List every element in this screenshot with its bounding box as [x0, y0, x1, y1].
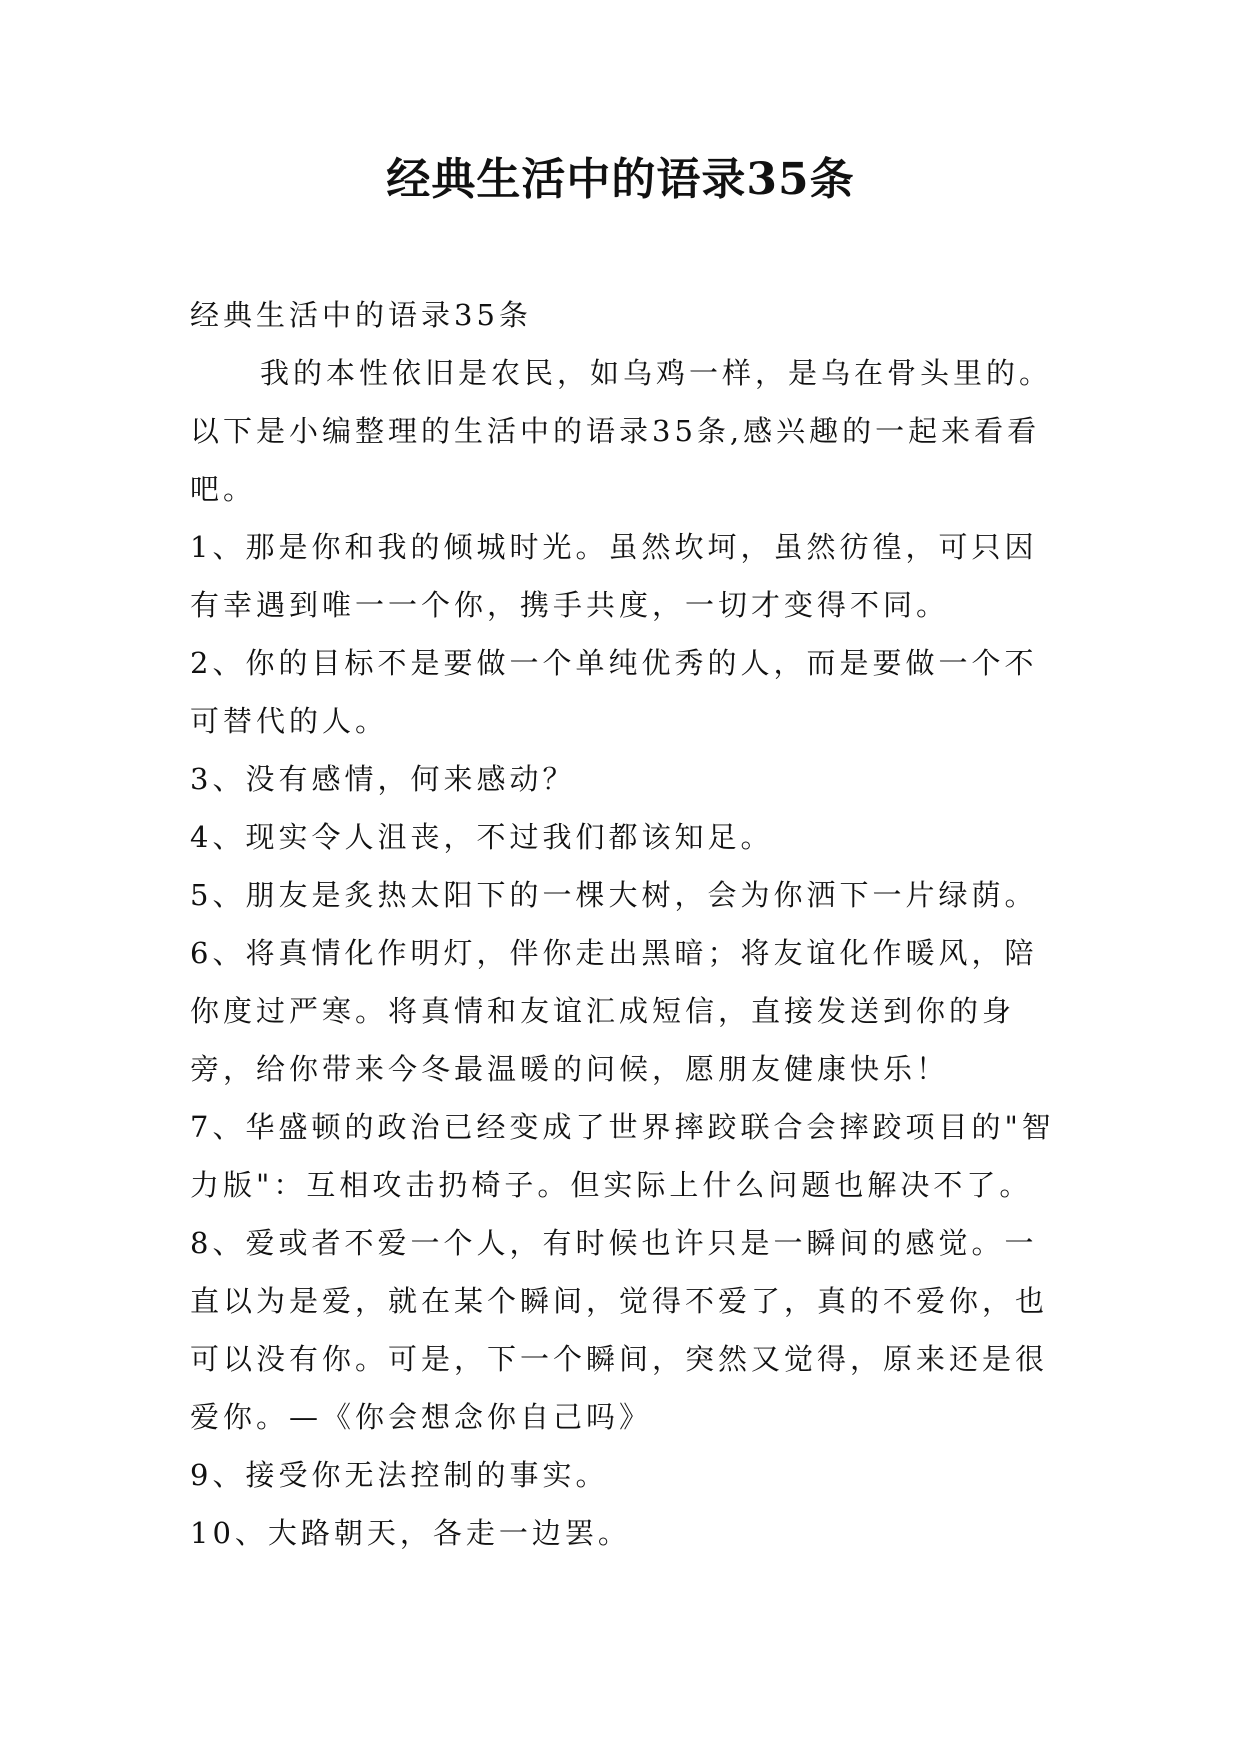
- quote-item-5: 5、朋友是炙热太阳下的一棵大树，会为你洒下一片绿荫。: [190, 878, 1038, 912]
- quote-item-2: 2、你的目标不是要做一个单纯优秀的人，而是要做一个不可替代的人。: [190, 646, 1038, 738]
- intro-paragraph: 我的本性依旧是农民，如乌鸡一样，是乌在骨头里的。以下是小编整理的生活中的语录35条,感兴趣的一起来看看吧。: [190, 356, 1053, 506]
- document-title: 经典生活中的语录35条: [386, 154, 855, 205]
- document-subtitle: 经典生活中的语录35条: [190, 298, 532, 332]
- quote-item-9: 9、接受你无法控制的事实。: [190, 1458, 609, 1492]
- quote-item-1: 1、那是你和我的倾城时光。虽然坎坷，虽然彷徨，可只因有幸遇到唯一一个你，携手共度，一切才变得不同。: [190, 530, 1038, 622]
- quote-item-3: 3、没有感情，何来感动？: [190, 762, 576, 796]
- quote-item-10: 10、大路朝天，各走一边罢。: [190, 1516, 631, 1550]
- quote-item-4: 4、现实令人沮丧，不过我们都该知足。: [190, 820, 774, 854]
- document-body: [190, 286, 1070, 1562]
- quote-item-7: 7、华盛顿的政治已经变成了世界摔跤联合会摔跤项目的"智力版"：互相攻击扔椅子。但实际上什么问题也解决不了。: [190, 1110, 1055, 1202]
- quote-item-8: 8、爱或者不爱一个人，有时候也许只是一瞬间的感觉。一直以为是爱，就在某个瞬间，觉得不爱了，真的不爱你，也可以没有你。可是，下一个瞬间，突然又觉得，原来还是很爱你。—《你会想念你自己吗》: [190, 1226, 1049, 1434]
- quote-item-6: 6、将真情化作明灯，伴你走出黑暗；将友谊化作暖风，陪你度过严寒。将真情和友谊汇成短信，直接发送到你的身旁，给你带来今冬最温暖的问候，愿朋友健康快乐！: [190, 936, 1038, 1086]
